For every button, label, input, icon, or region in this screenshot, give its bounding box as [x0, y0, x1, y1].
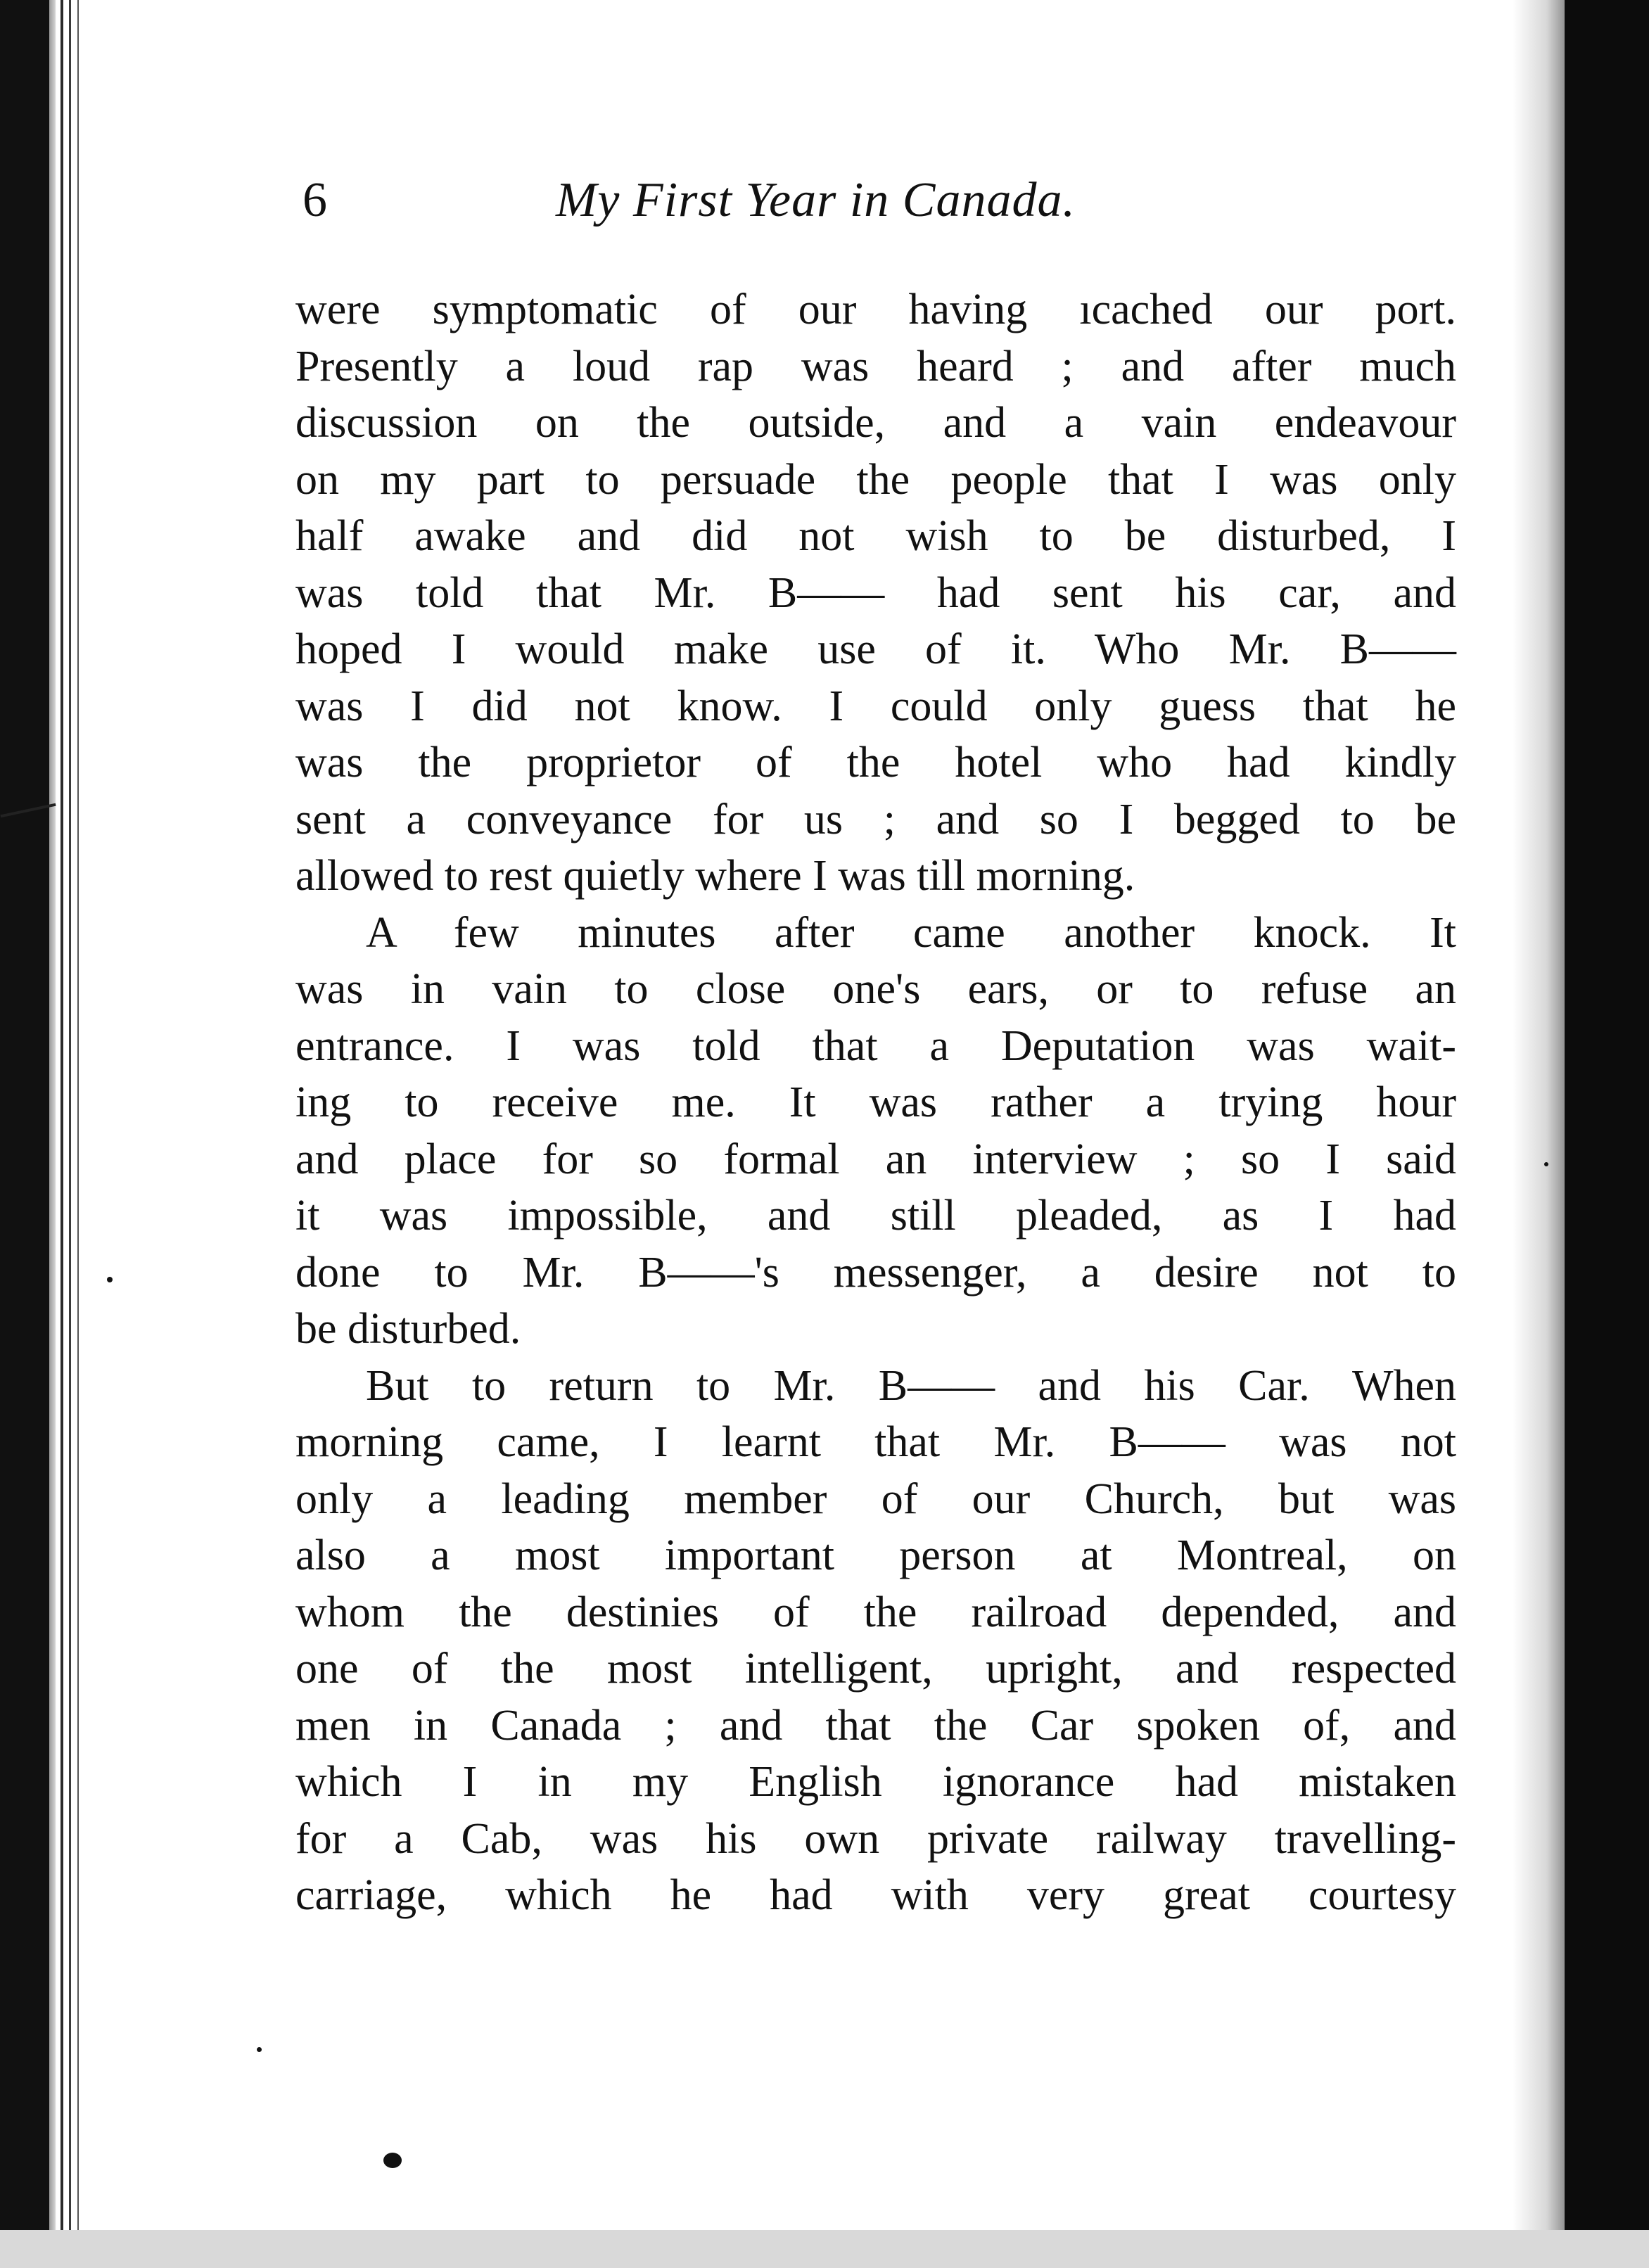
text-line: was I did not know. I could only guess that he — [295, 682, 1456, 730]
speck — [107, 1277, 113, 1282]
text-line: and place for so formal an interview ; so I said — [295, 1135, 1456, 1183]
text-line: it was impossible, and still pleaded, as I had — [295, 1192, 1456, 1240]
text-line: half awake and did not wish to be disturbed, I — [295, 512, 1456, 560]
running-title: My First Year in Canada. — [556, 173, 1076, 227]
text-line: was the proprietor of the hotel who had kindly — [295, 739, 1456, 786]
text-line: done to Mr. B——'s messenger, a desire not to — [295, 1248, 1456, 1297]
book-binding-edge — [0, 0, 106, 2268]
text-line: carriage, which he had with very great courtesy — [295, 1871, 1456, 1919]
text-line: for a Cab, was his own private railway travelling- — [295, 1814, 1456, 1863]
text-line: But to return to Mr. B—— and his Car. When — [366, 1361, 1456, 1410]
text-line: on my part to persuade the people that I was only — [295, 455, 1456, 504]
text-line: sent a conveyance for us ; and so I begged to be — [295, 795, 1456, 843]
book-page — [106, 0, 1513, 2230]
text-line: entrance. I was told that a Deputation was wait- — [295, 1021, 1456, 1070]
page-number: 6 — [303, 173, 327, 227]
text-line: allowed to rest quietly where I was till morning. — [295, 852, 1135, 900]
text-line: also a most important person at Montreal, on — [295, 1531, 1456, 1579]
text-line: be disturbed. — [295, 1305, 521, 1353]
body-text — [295, 281, 1456, 1924]
text-line: A few minutes after came another knock. It — [366, 908, 1456, 957]
text-line: ing to receive me. It was rather a trying hour — [295, 1078, 1456, 1126]
text-line: morning came, I learnt that Mr. B—— was not — [295, 1418, 1456, 1466]
text-line: one of the most intelligent, upright, and respected — [295, 1645, 1456, 1693]
text-line: which I in my English ignorance had mistaken — [295, 1758, 1456, 1806]
page-bottom-edge — [0, 2230, 1649, 2268]
text-line: discussion on the outside, and a vain endeavour — [295, 399, 1456, 447]
speck — [383, 2153, 402, 2168]
text-line: Presently a loud rap was heard ; and after much — [295, 342, 1456, 390]
speck — [1544, 1162, 1548, 1166]
text-line: whom the destinies of the railroad depended, and — [295, 1588, 1456, 1636]
speck — [257, 2047, 262, 2052]
text-line: only a leading member of our Church, but was — [295, 1474, 1456, 1523]
text-line: was in vain to close one's ears, or to refuse an — [295, 965, 1456, 1013]
text-line: was told that Mr. B—— had sent his car, and — [295, 568, 1456, 617]
text-line: hoped I would make use of it. Who Mr. B—— — [295, 625, 1456, 673]
text-line: men in Canada ; and that the Car spoken of, and — [295, 1701, 1456, 1750]
scanner-background-right — [1565, 0, 1649, 2268]
text-line: were symptomatic of our having ıсached our port. — [295, 286, 1456, 333]
